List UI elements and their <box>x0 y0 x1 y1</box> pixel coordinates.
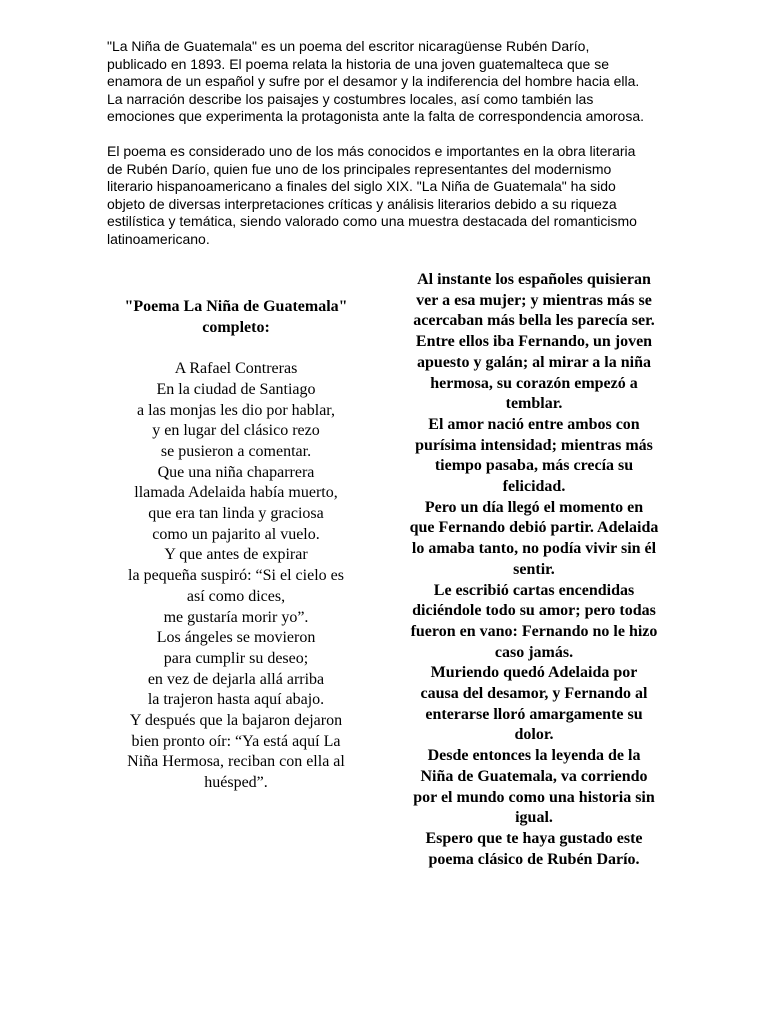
poem-line: enterarse lloró amargamente su <box>425 705 643 723</box>
poem-line: así como dices, <box>186 587 286 605</box>
poem-line: sentir. <box>513 560 555 578</box>
poem-left-column <box>106 297 366 794</box>
poem-line: fueron en vano: Fernando no le hizo <box>410 622 658 640</box>
poem-line: que era tan linda y graciosa <box>148 505 324 523</box>
poem-line: Pero un día llegó el momento en <box>424 498 644 516</box>
poem-line: Y después que la bajaron dejaron <box>129 712 343 730</box>
poem-line: me gustaría morir yo”. <box>163 608 309 626</box>
poem-line: Niña Hermosa, reciban con ella al <box>127 753 345 771</box>
poem-right-lines <box>402 270 666 870</box>
poem-title-line: "Poema La Niña de Guatemala" <box>124 298 348 315</box>
poem-line: Los ángeles se movieron <box>156 629 316 647</box>
poem-line: Muriendo quedó Adelaida por <box>430 664 638 682</box>
poem-line: dolor. <box>514 726 554 744</box>
poem-line: El amor nació entre ambos con <box>428 415 640 433</box>
poem-line: diciéndole todo su amor; pero todas <box>412 602 656 620</box>
poem-line: Entre ellos iba Fernando, un joven <box>415 333 653 351</box>
poem-line: y en lugar del clásico rezo <box>152 422 320 440</box>
poem-line: en vez de dejarla allá arriba <box>147 670 325 688</box>
poem-line: caso jamás. <box>494 643 574 661</box>
poem-line: Al instante los españoles quisieran <box>417 271 651 288</box>
poem-line: a las monjas les dio por hablar, <box>137 401 335 419</box>
poem-line: causa del desamor, y Fernando al <box>420 685 648 703</box>
poem-line: bien pronto oír: “Ya está aquí La <box>131 732 341 750</box>
intro-paragraph: El poema es considerado uno de los más conocidos e importantes en la obra literaria de Rubén Darío, quien fue uno de los principales representantes del modernismo literario hispanoamericano a finales del siglo XIX. "La Niña de Guatemala" ha sido objeto de diversas interpretaciones críticas y análisis literarios debido a su riqueza estilística y temática, siendo valorado como una muestra destacada del romanticismo latinoamericano. <box>107 142 637 247</box>
poem-line: apuesto y galán; al mirar a la niña <box>417 353 651 371</box>
poem-right-column <box>402 270 666 870</box>
poem-line: Le escribió cartas encendidas <box>433 581 635 599</box>
poem-line: que Fernando debió partir. Adelaida <box>409 519 659 537</box>
poem-line: por el mundo como una historia sin <box>413 788 655 806</box>
poem-line: Niña de Guatemala, va corriendo <box>420 767 648 785</box>
poem-line: felicidad. <box>502 478 566 496</box>
poem-line: tiempo pasaba, más crecía su <box>434 457 634 475</box>
poem-line: Que una niña chaparrera <box>157 463 315 481</box>
poem-line: huésped”. <box>204 774 268 792</box>
poem-title-line: completo: <box>202 318 270 336</box>
poem-line: Desde entonces la leyenda de la <box>427 747 641 765</box>
intro-text <box>107 38 652 266</box>
poem-title <box>106 297 366 338</box>
poem-line: ver a esa mujer; y mientras más se <box>416 291 652 309</box>
poem-left-lines <box>106 359 366 794</box>
poem-line: igual. <box>515 809 553 827</box>
poem-line: como un pajarito al vuelo. <box>152 525 320 543</box>
poem-line: acercaban más bella les parecía ser. <box>413 312 655 330</box>
poem-line: poema clásico de Rubén Darío. <box>428 850 640 868</box>
poem-line: para cumplir su deseo; <box>163 649 309 667</box>
poem-line: lo amaba tanto, no podía vivir sin él <box>411 540 657 558</box>
poem-line: llamada Adelaida había muerto, <box>134 484 338 502</box>
poem-line: la trajeron hasta aquí abajo. <box>147 691 325 709</box>
poem-line: temblar. <box>505 395 563 413</box>
poem-line: hermosa, su corazón empezó a <box>430 374 638 392</box>
poem-line: se pusieron a comentar. <box>160 442 312 460</box>
poem-line: A Rafael Contreras <box>174 360 298 378</box>
poem-line: En la ciudad de Santiago <box>156 380 316 398</box>
intro-paragraph: "La Niña de Guatemala" es un poema del escritor nicaragüense Rubén Darío, publicado en 1893. El poema relata la historia de una joven guatemalteca que se enamora de un español y sufre por el desamor y la indiferencia del hombre hacia ella. La narración describe los paisajes y costumbres locales, así como también las emociones que experimenta la protagonista ante la falta de correspondencia amorosa. <box>107 38 644 125</box>
poem-line: purísima intensidad; mientras más <box>415 436 653 454</box>
poem-line: Espero que te haya gustado este <box>425 829 643 847</box>
poem-line: Y que antes de expirar <box>164 546 308 564</box>
poem-line: la pequeña suspiró: “Si el cielo es <box>128 567 344 585</box>
